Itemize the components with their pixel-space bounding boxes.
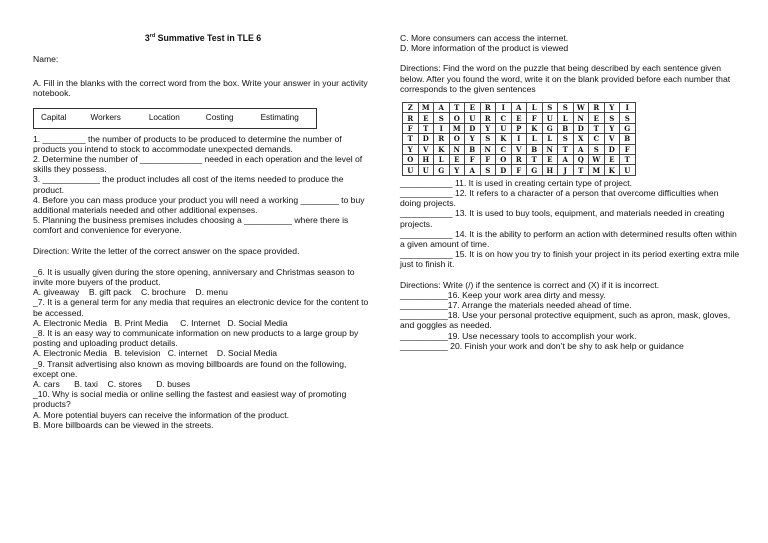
puzzle-cell: L <box>527 134 543 144</box>
title-number: 3 <box>144 33 150 43</box>
puzzle-cell: G <box>542 123 558 133</box>
puzzle-cell: B <box>465 144 481 154</box>
puzzle-item: ___________ 11. It is used in creating certain type of project. <box>400 177 633 188</box>
puzzle-cell: B <box>527 144 543 154</box>
puzzle-cell: U <box>542 113 558 123</box>
puzzle-cell: F <box>480 154 496 164</box>
puzzle-cell: E <box>589 113 605 123</box>
puzzle-cell: G <box>434 165 450 175</box>
puzzle-cell: K <box>527 123 543 133</box>
fill-item: 4. Before you can mass produce your product you will need a working ________ to buy additional materials needed and other additional expenses. <box>33 194 365 216</box>
puzzle-cell: M <box>589 165 605 175</box>
puzzle-cell: R <box>480 113 496 123</box>
puzzle-cell: G <box>620 123 636 133</box>
puzzle-cell: D <box>465 123 481 133</box>
puzzle-cell: Y <box>449 165 465 175</box>
puzzle-cell: I <box>434 123 450 133</box>
word-box-item: Capital <box>41 113 67 122</box>
word-box-item: Workers <box>90 113 121 122</box>
mc-choices: A. Electronic Media B. television C. internet D. Social Media <box>33 348 278 359</box>
puzzle-cell: Y <box>465 134 481 144</box>
left-column <box>33 0 373 430</box>
puzzle-cell: L <box>527 103 543 113</box>
puzzle-cell: K <box>604 165 620 175</box>
puzzle-cell: O <box>403 154 419 164</box>
puzzle-cell: M <box>449 123 465 133</box>
puzzle-cell: S <box>558 103 574 113</box>
puzzle-cell: D <box>418 134 434 144</box>
puzzle-cell: R <box>589 103 605 113</box>
mc-choice: A. More potential buyers can receive the information of the product. <box>33 409 290 420</box>
puzzle-cell: S <box>434 113 450 123</box>
section-a-instructions: A. Fill in the blanks with the correct word from the box. Write your answer in your activity notebook. <box>33 78 368 99</box>
puzzle-cell: V <box>604 134 620 144</box>
puzzle-cell: S <box>620 113 636 123</box>
puzzle-cell: T <box>449 103 465 113</box>
puzzle-cell: R <box>511 154 527 164</box>
puzzle-cell: P <box>511 123 527 133</box>
puzzle-cell: S <box>604 113 620 123</box>
puzzle-cell: E <box>418 113 434 123</box>
puzzle-cell: D <box>496 165 512 175</box>
mc-choice: B. More billboards can be viewed in the streets. <box>33 419 214 430</box>
puzzle-item: ___________ 12. It refers to a character of a person that overcome difficulties when doing projects. <box>400 187 719 209</box>
name-label: Name: <box>33 54 59 64</box>
puzzle-cell: E <box>604 154 620 164</box>
puzzle-cell: U <box>620 165 636 175</box>
mc-choice: C. More consumers can access the internet. <box>400 33 569 43</box>
tf-directions: Directions: Write (/) if the sentence is correct and (X) if it is incorrect. <box>400 279 660 290</box>
puzzle-cell: C <box>496 144 512 154</box>
puzzle-cell: A <box>558 154 574 164</box>
puzzle-directions: Directions: Find the word on the puzzle that being described by each sentence given below. After you found the word, write it on the blank provided before each number that corresponds to the given sentences <box>400 63 731 94</box>
puzzle-cell: I <box>511 134 527 144</box>
tf-item: __________16. Keep your work area dirty and messy. <box>400 289 606 300</box>
mc-question: _7. It is a general term for any media that requires an electronic device for the content to be accessed. <box>33 297 369 318</box>
tf-item: __________18. Use your personal protective equipment, such as apron, mask, gloves, and goggles as needed. <box>400 310 731 331</box>
puzzle-cell: Z <box>403 103 419 113</box>
puzzle-cell: N <box>542 144 558 154</box>
mc-choices: A. cars B. taxi C. stores D. buses <box>33 379 191 390</box>
page-title <box>33 33 373 45</box>
puzzle-cell: S <box>480 134 496 144</box>
puzzle-row <box>403 165 636 175</box>
puzzle-row <box>403 144 636 154</box>
puzzle-cell: E <box>511 113 527 123</box>
tf-item: __________ 20. Finish your work and don’t be shy to ask help or guidance <box>400 340 684 351</box>
word-box-item: Location <box>148 113 180 122</box>
puzzle-cell: B <box>558 123 574 133</box>
puzzle-cell: K <box>496 134 512 144</box>
tf-item: __________19. Use necessary tools to accomplish your work. <box>400 330 637 341</box>
puzzle-cell: C <box>496 113 512 123</box>
puzzle-cell: H <box>418 154 434 164</box>
puzzle-row <box>403 113 636 123</box>
puzzle-cell: F <box>511 165 527 175</box>
puzzle-cell: W <box>573 103 589 113</box>
puzzle-cell: A <box>573 144 589 154</box>
puzzle-cell: U <box>403 165 419 175</box>
puzzle-cell: E <box>542 154 558 164</box>
puzzle-cell: V <box>418 144 434 154</box>
fill-item: 1. _________ the number of products to be produced to determine the number of products you intend to stock to accommodate unexpected demands. <box>33 133 342 154</box>
puzzle-cell: T <box>418 123 434 133</box>
mc-choice: D. More information of the product is viewed <box>400 43 569 54</box>
puzzle-cell: I <box>496 103 512 113</box>
puzzle-cell: L <box>542 134 558 144</box>
fill-item: 5. Planning the business premises includes choosing a __________ where there is comfort and convenience for everyone. <box>33 215 349 236</box>
title-superscript: rd <box>149 33 156 40</box>
word-box-item: Costing <box>205 113 234 122</box>
mc-question: _10. Why is social media or online selling the fastest and easiest way of promoting products? <box>33 389 347 410</box>
puzzle-row <box>403 154 636 164</box>
puzzle-cell: S <box>542 103 558 113</box>
puzzle-cell: F <box>527 113 543 123</box>
puzzle-cell: T <box>573 165 589 175</box>
word-box <box>33 108 317 129</box>
puzzle-cell: A <box>434 103 450 113</box>
puzzle-row <box>403 123 636 133</box>
puzzle-cell: O <box>449 113 465 123</box>
puzzle-cell: N <box>449 144 465 154</box>
mc-choices: A. Electronic Media B. Print Media C. Internet D. Social Media <box>33 317 288 328</box>
puzzle-cell: R <box>434 134 450 144</box>
puzzle-cell: N <box>480 144 496 154</box>
puzzle-cell: S <box>589 144 605 154</box>
puzzle-cell: C <box>589 134 605 144</box>
title-text: Summative Test in TLE 6 <box>155 33 262 43</box>
puzzle-cell: V <box>511 144 527 154</box>
puzzle-cell: S <box>558 134 574 144</box>
puzzle-cell: A <box>465 165 481 175</box>
puzzle-cell: L <box>558 113 574 123</box>
puzzle-cell: A <box>511 103 527 113</box>
puzzle-cell: T <box>558 144 574 154</box>
word-search-puzzle <box>402 102 636 176</box>
puzzle-cell: U <box>418 165 434 175</box>
puzzle-cell: M <box>418 103 434 113</box>
puzzle-cell: H <box>542 165 558 175</box>
mc-choices: A. giveaway B. gift pack C. brochure D. menu <box>33 287 228 298</box>
puzzle-cell: F <box>620 144 636 154</box>
puzzle-cell: G <box>527 165 543 175</box>
puzzle-cell: U <box>465 113 481 123</box>
puzzle-cell: Y <box>480 123 496 133</box>
puzzle-cell: T <box>589 123 605 133</box>
puzzle-cell: R <box>480 103 496 113</box>
fill-item: 3. ____________ the product includes all cost of the items needed to produce the product. <box>33 174 344 195</box>
puzzle-cell: Q <box>573 154 589 164</box>
puzzle-cell: D <box>604 144 620 154</box>
puzzle-cell: B <box>620 134 636 144</box>
puzzle-cell: Y <box>604 123 620 133</box>
puzzle-cell: I <box>620 103 636 113</box>
puzzle-cell: E <box>465 103 481 113</box>
mc-question: _8. It is an easy way to communicate information on new products to a large group by posting and uploading product details. <box>33 328 359 349</box>
puzzle-cell: K <box>434 144 450 154</box>
puzzle-cell: T <box>620 154 636 164</box>
word-box-item: Estimating <box>260 113 299 122</box>
puzzle-cell: N <box>573 113 589 123</box>
puzzle-cell: T <box>403 134 419 144</box>
puzzle-cell: Y <box>604 103 620 113</box>
right-column <box>400 0 740 351</box>
puzzle-cell: X <box>573 134 589 144</box>
mc-question: _9. Transit advertising also known as moving billboards are found on the following, except one. <box>33 358 347 379</box>
puzzle-cell: L <box>434 154 450 164</box>
puzzle-cell: W <box>589 154 605 164</box>
puzzle-cell: J <box>558 165 574 175</box>
puzzle-cell: Y <box>403 144 419 154</box>
puzzle-row <box>403 134 636 144</box>
tf-item: __________17. Arrange the materials needed ahead of time. <box>400 299 632 310</box>
section-b-directions: Direction: Write the letter of the correct answer on the space provided. <box>33 245 300 256</box>
puzzle-row <box>403 103 636 113</box>
puzzle-item: ___________ 14. It is the ability to perform an action with determined results often within a given amount of time. <box>400 228 737 249</box>
puzzle-cell: O <box>449 134 465 144</box>
puzzle-cell: S <box>480 165 496 175</box>
puzzle-cell: F <box>465 154 481 164</box>
puzzle-cell: U <box>496 123 512 133</box>
puzzle-cell: E <box>449 154 465 164</box>
mc-question: _6. It is usually given during the store opening, anniversary and Christmas season to invite more buyers of the product. <box>33 266 355 288</box>
puzzle-item: ___________ 15. It is on how you try to finish your project in its period exerting extra mile just to finish it. <box>400 249 740 270</box>
puzzle-cell: O <box>496 154 512 164</box>
puzzle-cell: D <box>573 123 589 133</box>
puzzle-cell: R <box>403 113 419 123</box>
puzzle-item: ___________ 13. It is used to buy tools, equipment, and materials needed in creating projects. <box>400 208 725 229</box>
puzzle-cell: T <box>527 154 543 164</box>
fill-item: 2. Determine the number of _____________ needed in each operation and the level of skills they possess. <box>33 154 363 175</box>
puzzle-cell: F <box>403 123 419 133</box>
